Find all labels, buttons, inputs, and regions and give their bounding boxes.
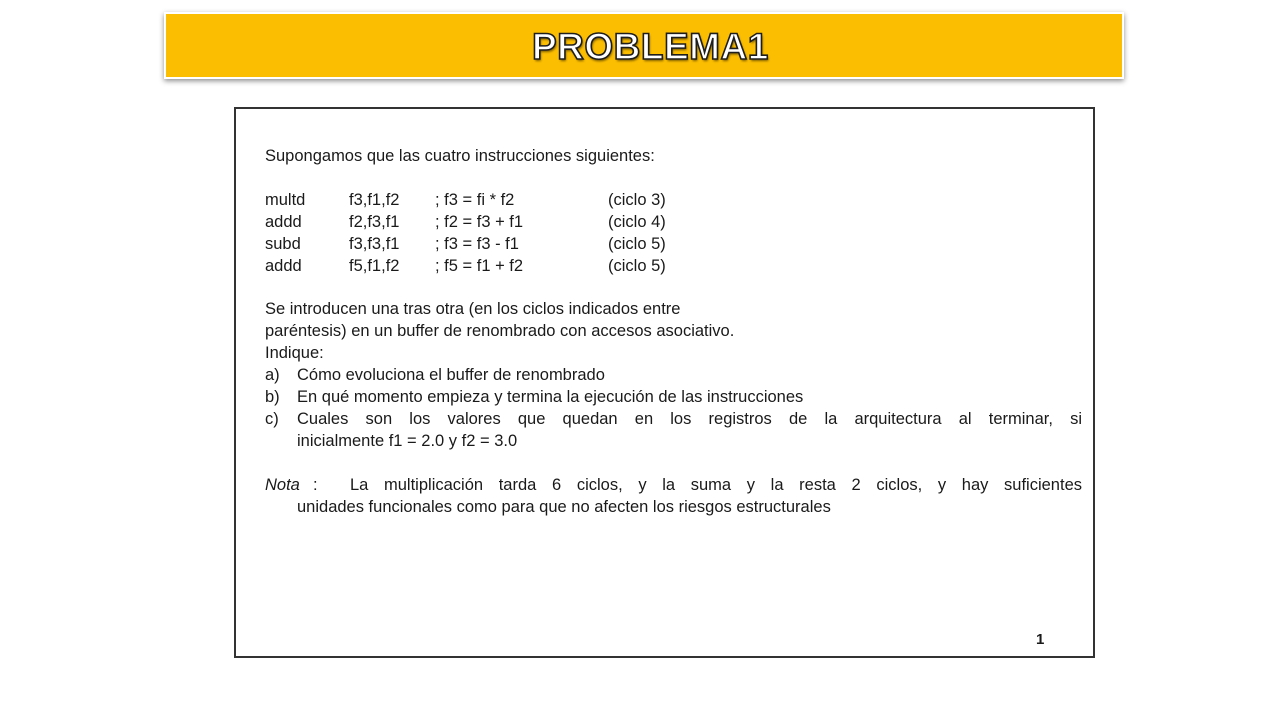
nota-text: unidades funcionales como para que no afecten los riesgos estructurales	[297, 498, 831, 516]
instruction-cycle: (ciclo 5)	[608, 257, 666, 275]
instruction-cycle: (ciclo 4)	[608, 213, 666, 231]
indique-label: Indique:	[265, 344, 324, 362]
list-marker: a)	[265, 366, 280, 384]
nota-label: Nota	[265, 476, 300, 494]
list-item-text: Cómo evoluciona el buffer de renombrado	[297, 366, 605, 384]
nota-colon: :	[313, 476, 318, 494]
instruction-cycle: (ciclo 5)	[608, 235, 666, 253]
instruction-args: f5,f1,f2	[349, 257, 400, 275]
list-item	[265, 364, 1082, 386]
list-marker: b)	[265, 388, 280, 406]
instruction-comment: ; f2 = f3 + f1	[435, 213, 524, 231]
intro-text: Supongamos que las cuatro instrucciones siguientes:	[265, 147, 655, 165]
list-item-text: Cuales son los valores que quedan en los registros de la arquitectura al terminar, si	[297, 410, 1082, 428]
instruction-row	[265, 211, 705, 233]
problem-document	[234, 107, 1095, 658]
list-item	[265, 386, 1082, 408]
nota-block	[265, 474, 1082, 518]
instruction-args: f3,f1,f2	[349, 191, 400, 209]
paragraph-line: paréntesis) en un buffer de renombrado con accesos asociativo.	[265, 322, 735, 340]
instruction-args: f2,f3,f1	[349, 213, 400, 231]
instruction-comment: ; f3 = fi * f2	[435, 191, 515, 209]
instruction-row	[265, 255, 705, 277]
list-item	[265, 408, 1082, 452]
instruction-op: multd	[265, 191, 306, 209]
instruction-row	[265, 233, 705, 255]
title-bar	[164, 12, 1124, 79]
list-item-text: inicialmente f1 = 2.0 y f2 = 3.0	[297, 432, 518, 450]
instruction-cycle: (ciclo 3)	[608, 191, 666, 209]
instruction-op: subd	[265, 235, 301, 253]
page-number: 1	[1036, 631, 1045, 648]
instruction-op: addd	[265, 213, 302, 231]
instruction-op: addd	[265, 257, 302, 275]
instruction-row	[265, 189, 705, 211]
paragraph-line: Se introducen una tras otra (en los ciclos indicados entre	[265, 300, 681, 318]
nota-text: La multiplicación tarda 6 ciclos, y la suma y la resta 2 ciclos, y hay suficientes	[350, 476, 1082, 494]
instruction-comment: ; f3 = f3 - f1	[435, 235, 519, 253]
slide-title: PROBLEMA1	[532, 26, 769, 67]
list-item-text: En qué momento empieza y termina la ejecución de las instrucciones	[297, 388, 804, 406]
list-marker: c)	[265, 410, 279, 428]
instruction-comment: ; f5 = f1 + f2	[435, 257, 524, 275]
instruction-args: f3,f3,f1	[349, 235, 400, 253]
